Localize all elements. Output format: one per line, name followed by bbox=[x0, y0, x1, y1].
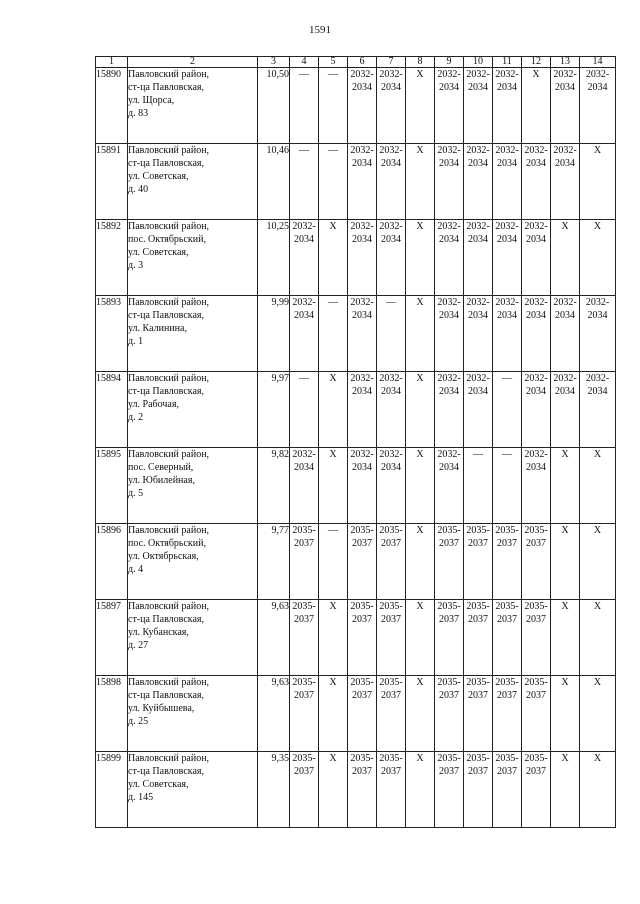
period-cell: 2032- 2034 bbox=[522, 220, 551, 296]
address-cell: Павловский район, пос. Октябрьский, ул. Октябрьская, д. 4 bbox=[128, 524, 258, 600]
period-cell: X bbox=[580, 220, 616, 296]
period-cell: X bbox=[406, 448, 435, 524]
table-row bbox=[96, 144, 616, 220]
column-header: 11 bbox=[493, 57, 522, 68]
period-cell: — bbox=[464, 448, 493, 524]
period-cell: — bbox=[319, 524, 348, 600]
column-header: 8 bbox=[406, 57, 435, 68]
period-cell: 2035- 2037 bbox=[522, 524, 551, 600]
period-cell: X bbox=[580, 676, 616, 752]
address-cell: Павловский район, ст-ца Павловская, ул. Щорса, д. 83 bbox=[128, 68, 258, 144]
period-cell: 2035- 2037 bbox=[522, 752, 551, 828]
period-cell: 2035- 2037 bbox=[377, 676, 406, 752]
period-cell: 2032- 2034 bbox=[377, 144, 406, 220]
column-header: 13 bbox=[551, 57, 580, 68]
period-cell: 2032- 2034 bbox=[493, 296, 522, 372]
period-cell: X bbox=[406, 524, 435, 600]
period-cell: X bbox=[319, 676, 348, 752]
page-number: 1591 bbox=[309, 24, 331, 36]
area-cell: 10,46 bbox=[258, 144, 290, 220]
address-cell: Павловский район, ст-ца Павловская, ул. Куйбышева, д. 25 bbox=[128, 676, 258, 752]
period-cell: — bbox=[290, 144, 319, 220]
record-id-cell: 15895 bbox=[96, 448, 128, 524]
period-cell: 2032- 2034 bbox=[464, 296, 493, 372]
table-row bbox=[96, 600, 616, 676]
address-cell: Павловский район, ст-ца Павловская, ул. Советская, д. 145 bbox=[128, 752, 258, 828]
registry-table bbox=[95, 56, 616, 828]
column-header: 3 bbox=[258, 57, 290, 68]
period-cell: 2032- 2034 bbox=[348, 220, 377, 296]
record-id-cell: 15899 bbox=[96, 752, 128, 828]
period-cell: 2035- 2037 bbox=[435, 752, 464, 828]
period-cell: 2032- 2034 bbox=[493, 220, 522, 296]
table-row bbox=[96, 676, 616, 752]
period-cell: 2032- 2034 bbox=[464, 372, 493, 448]
period-cell: 2032- 2034 bbox=[348, 448, 377, 524]
period-cell: 2032- 2034 bbox=[377, 220, 406, 296]
period-cell: 2032- 2034 bbox=[290, 296, 319, 372]
period-cell: 2032- 2034 bbox=[435, 372, 464, 448]
period-cell: 2032- 2034 bbox=[522, 296, 551, 372]
period-cell: 2035- 2037 bbox=[464, 676, 493, 752]
period-cell: X bbox=[319, 752, 348, 828]
area-cell: 9,35 bbox=[258, 752, 290, 828]
period-cell: X bbox=[319, 600, 348, 676]
table-row bbox=[96, 524, 616, 600]
period-cell: 2032- 2034 bbox=[551, 68, 580, 144]
record-id-cell: 15892 bbox=[96, 220, 128, 296]
period-cell: X bbox=[551, 448, 580, 524]
table-row bbox=[96, 372, 616, 448]
table-row bbox=[96, 296, 616, 372]
record-id-cell: 15893 bbox=[96, 296, 128, 372]
period-cell: 2035- 2037 bbox=[493, 676, 522, 752]
period-cell: 2035- 2037 bbox=[348, 524, 377, 600]
period-cell: X bbox=[319, 220, 348, 296]
period-cell: 2032- 2034 bbox=[377, 372, 406, 448]
period-cell: 2032- 2034 bbox=[435, 220, 464, 296]
period-cell: — bbox=[493, 448, 522, 524]
period-cell: X bbox=[551, 752, 580, 828]
column-header: 12 bbox=[522, 57, 551, 68]
column-header: 7 bbox=[377, 57, 406, 68]
period-cell: 2032- 2034 bbox=[522, 372, 551, 448]
period-cell: 2032- 2034 bbox=[348, 372, 377, 448]
period-cell: X bbox=[580, 524, 616, 600]
period-cell: 2035- 2037 bbox=[377, 524, 406, 600]
period-cell: 2035- 2037 bbox=[493, 524, 522, 600]
period-cell: — bbox=[319, 144, 348, 220]
period-cell: 2035- 2037 bbox=[522, 676, 551, 752]
period-cell: 2035- 2037 bbox=[290, 600, 319, 676]
period-cell: 2032- 2034 bbox=[464, 220, 493, 296]
address-cell: Павловский район, ст-ца Павловская, ул. Рабочая, д. 2 bbox=[128, 372, 258, 448]
period-cell: 2032- 2034 bbox=[290, 220, 319, 296]
column-header: 1 bbox=[96, 57, 128, 68]
period-cell: 2032- 2034 bbox=[551, 372, 580, 448]
period-cell: X bbox=[580, 600, 616, 676]
area-cell: 10,25 bbox=[258, 220, 290, 296]
area-cell: 9,63 bbox=[258, 600, 290, 676]
period-cell: — bbox=[319, 68, 348, 144]
address-cell: Павловский район, ст-ца Павловская, ул. Кубанская, д. 27 bbox=[128, 600, 258, 676]
period-cell: X bbox=[406, 296, 435, 372]
period-cell: 2035- 2037 bbox=[377, 600, 406, 676]
record-id-cell: 15896 bbox=[96, 524, 128, 600]
record-id-cell: 15891 bbox=[96, 144, 128, 220]
record-id-cell: 15897 bbox=[96, 600, 128, 676]
period-cell: X bbox=[406, 600, 435, 676]
period-cell: 2032- 2034 bbox=[580, 296, 616, 372]
period-cell: 2032- 2034 bbox=[580, 372, 616, 448]
table-row bbox=[96, 68, 616, 144]
period-cell: 2035- 2037 bbox=[464, 600, 493, 676]
area-cell: 9,99 bbox=[258, 296, 290, 372]
period-cell: X bbox=[406, 144, 435, 220]
period-cell: — bbox=[290, 372, 319, 448]
period-cell: 2035- 2037 bbox=[435, 676, 464, 752]
period-cell: 2032- 2034 bbox=[551, 144, 580, 220]
period-cell: 2035- 2037 bbox=[377, 752, 406, 828]
column-header: 2 bbox=[128, 57, 258, 68]
period-cell: 2032- 2034 bbox=[435, 68, 464, 144]
area-cell: 9,82 bbox=[258, 448, 290, 524]
period-cell: X bbox=[319, 448, 348, 524]
column-header: 5 bbox=[319, 57, 348, 68]
period-cell: 2032- 2034 bbox=[493, 144, 522, 220]
table-row bbox=[96, 448, 616, 524]
period-cell: 2032- 2034 bbox=[522, 144, 551, 220]
period-cell: 2035- 2037 bbox=[290, 752, 319, 828]
period-cell: X bbox=[406, 372, 435, 448]
period-cell: 2035- 2037 bbox=[435, 524, 464, 600]
period-cell: X bbox=[522, 68, 551, 144]
column-header: 10 bbox=[464, 57, 493, 68]
period-cell: 2035- 2037 bbox=[464, 752, 493, 828]
address-cell: Павловский район, ст-ца Павловская, ул. Советская, д. 40 bbox=[128, 144, 258, 220]
area-cell: 9,97 bbox=[258, 372, 290, 448]
column-header: 4 bbox=[290, 57, 319, 68]
period-cell: X bbox=[551, 220, 580, 296]
period-cell: — bbox=[319, 296, 348, 372]
column-header: 14 bbox=[580, 57, 616, 68]
address-cell: Павловский район, ст-ца Павловская, ул. Калинина, д. 1 bbox=[128, 296, 258, 372]
period-cell: 2035- 2037 bbox=[348, 676, 377, 752]
period-cell: 2032- 2034 bbox=[348, 296, 377, 372]
table-row bbox=[96, 220, 616, 296]
record-id-cell: 15894 bbox=[96, 372, 128, 448]
period-cell: 2035- 2037 bbox=[435, 600, 464, 676]
period-cell: X bbox=[551, 600, 580, 676]
area-cell: 9,77 bbox=[258, 524, 290, 600]
period-cell: X bbox=[319, 372, 348, 448]
period-cell: 2032- 2034 bbox=[348, 144, 377, 220]
period-cell: 2032- 2034 bbox=[551, 296, 580, 372]
period-cell: 2035- 2037 bbox=[348, 600, 377, 676]
period-cell: X bbox=[551, 524, 580, 600]
column-header: 6 bbox=[348, 57, 377, 68]
period-cell: X bbox=[580, 448, 616, 524]
period-cell: X bbox=[406, 220, 435, 296]
period-cell: 2032- 2034 bbox=[290, 448, 319, 524]
period-cell: 2032- 2034 bbox=[464, 68, 493, 144]
period-cell: X bbox=[406, 676, 435, 752]
period-cell: 2032- 2034 bbox=[348, 68, 377, 144]
record-id-cell: 15898 bbox=[96, 676, 128, 752]
period-cell: X bbox=[580, 752, 616, 828]
period-cell: 2035- 2037 bbox=[348, 752, 377, 828]
period-cell: 2035- 2037 bbox=[493, 600, 522, 676]
period-cell: — bbox=[290, 68, 319, 144]
period-cell: 2032- 2034 bbox=[435, 296, 464, 372]
address-cell: Павловский район, пос. Северный, ул. Юбилейная, д. 5 bbox=[128, 448, 258, 524]
period-cell: X bbox=[406, 752, 435, 828]
period-cell: 2035- 2037 bbox=[290, 524, 319, 600]
period-cell: 2032- 2034 bbox=[464, 144, 493, 220]
period-cell: X bbox=[551, 676, 580, 752]
period-cell: 2032- 2034 bbox=[522, 448, 551, 524]
area-cell: 9,63 bbox=[258, 676, 290, 752]
area-cell: 10,50 bbox=[258, 68, 290, 144]
period-cell: 2035- 2037 bbox=[522, 600, 551, 676]
period-cell: 2032- 2034 bbox=[435, 448, 464, 524]
period-cell: — bbox=[493, 372, 522, 448]
column-header: 9 bbox=[435, 57, 464, 68]
column-number-row bbox=[96, 57, 616, 68]
period-cell: — bbox=[377, 296, 406, 372]
address-cell: Павловский район, пос. Октябрьский, ул. Советская, д. 3 bbox=[128, 220, 258, 296]
period-cell: 2032- 2034 bbox=[493, 68, 522, 144]
period-cell: 2035- 2037 bbox=[290, 676, 319, 752]
table-row bbox=[96, 752, 616, 828]
period-cell: 2035- 2037 bbox=[493, 752, 522, 828]
period-cell: X bbox=[406, 68, 435, 144]
period-cell: 2032- 2034 bbox=[435, 144, 464, 220]
record-id-cell: 15890 bbox=[96, 68, 128, 144]
period-cell: 2035- 2037 bbox=[464, 524, 493, 600]
period-cell: X bbox=[580, 144, 616, 220]
period-cell: 2032- 2034 bbox=[580, 68, 616, 144]
period-cell: 2032- 2034 bbox=[377, 68, 406, 144]
period-cell: 2032- 2034 bbox=[377, 448, 406, 524]
